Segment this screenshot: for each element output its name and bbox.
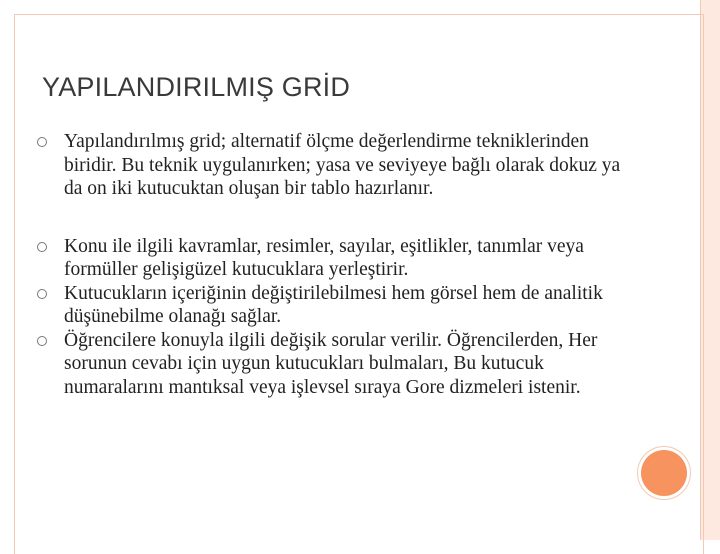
bullet-item: [30, 130, 630, 201]
bullet-text: Kutucukların içeriğinin değiştirilebilmesi hem görsel hem de analitik düşünebilme olanağı sağlar.: [64, 282, 603, 327]
bullet-text: Konu ile ilgili kavramlar, resimler, sayılar, eşitlikler, tanımlar veya formüller gelişigüzel kutucuklara yerleştirir.: [64, 235, 584, 280]
bullet-list: [30, 130, 630, 399]
circle-bullet-icon: [37, 336, 47, 346]
bullet-item: [30, 235, 630, 282]
decorative-circle-icon: [641, 450, 687, 496]
bullet-text: Yapılandırılmış grid; alternatif ölçme değerlendirme tekniklerinden biridir. Bu teknik uygulanırken; yasa ve seviyeye bağlı olarak dokuz ya da on iki kutucuktan oluşan bir tablo hazırlanır.: [64, 131, 621, 199]
bullet-item: [30, 282, 630, 329]
slide-title: YAPILANDIRILMIŞ GRİD: [42, 72, 351, 102]
circle-bullet-icon: [37, 137, 47, 147]
circle-bullet-icon: [37, 289, 47, 299]
bullet-item: [30, 329, 630, 400]
bullet-text: Öğrencilere konuyla ilgili değişik sorular verilir. Öğrencilerden, Her sorunun cevabı için uygun kutucukları bulmaları, Bu kutucuk numaralarını mantıksal veya işlevsel sıraya Gore dizmeleri istenir.: [64, 329, 598, 398]
circle-bullet-icon: [37, 242, 47, 252]
